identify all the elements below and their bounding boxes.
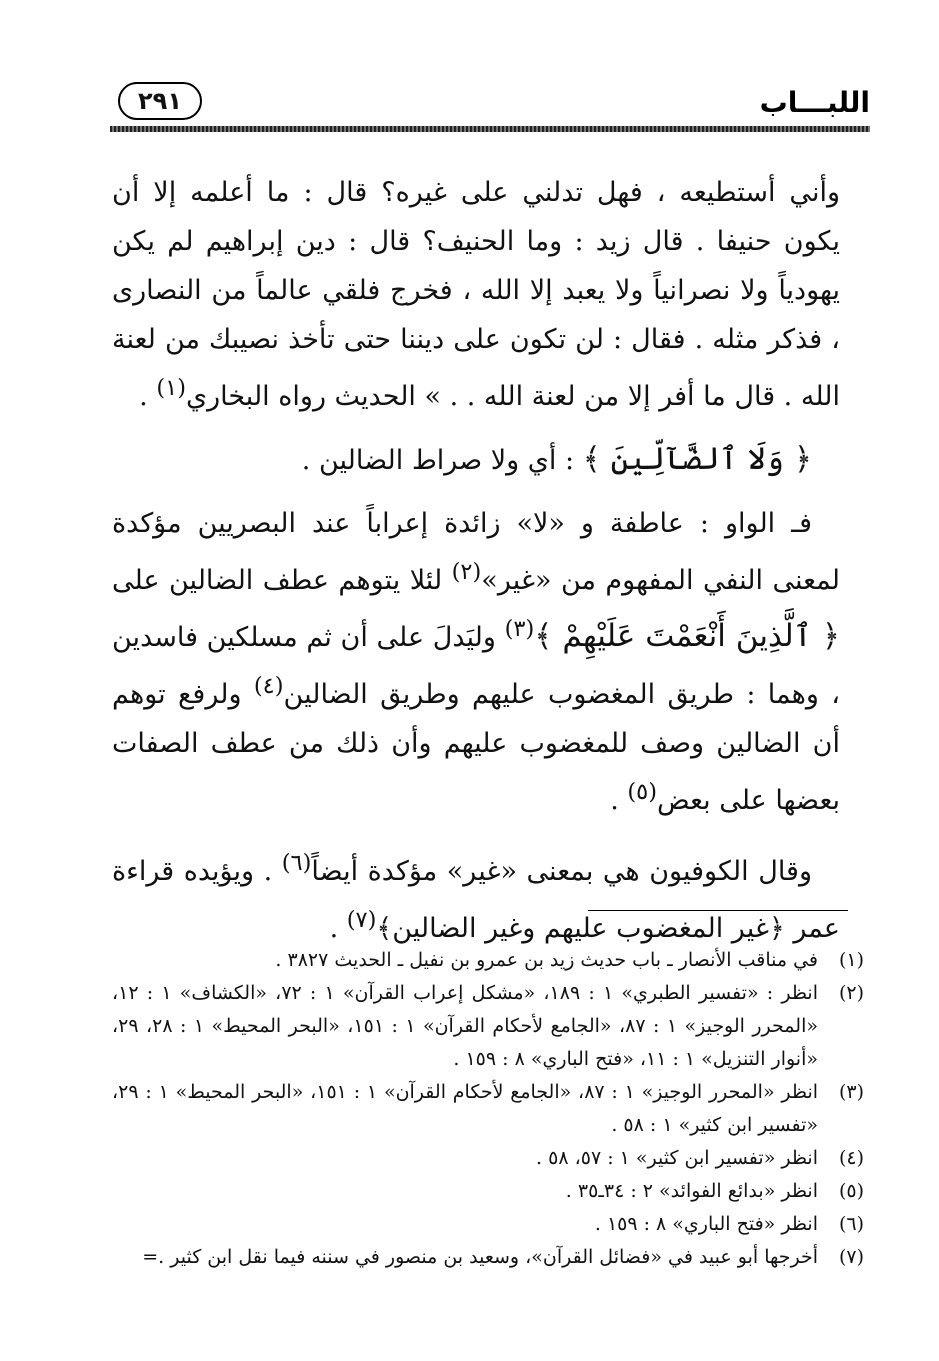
footnote-item <box>112 1241 864 1274</box>
footnote-number: (٧) <box>838 1246 864 1268</box>
main-text <box>112 168 840 967</box>
footnote-text: انظر «المحرر الوجيز» ١ : ٨٧، «الجامع لأحكام القرآن» ١ : ١٥١، «البحر المحيط» ١ : ٢٩، «تفسير ابن كثير» ١ : ٥٨ . <box>112 1081 819 1136</box>
page-header <box>110 76 870 136</box>
footnote-item <box>112 1142 864 1175</box>
quran-verse-alladhina-anamta: ﴿ ٱلَّذِينَ أَنْعَمْتَ عَلَيْهِمْ ﴾ <box>534 618 840 654</box>
paragraph-4 <box>112 839 840 953</box>
paragraph-2 <box>112 435 840 485</box>
footnote-ref-7: (٧) <box>346 907 377 933</box>
paragraph-4-end: . <box>329 913 347 944</box>
paragraph-1 <box>112 168 840 421</box>
footnote-item <box>112 1076 864 1142</box>
paragraph-2-text: : أي ولا صراط الضالين . <box>301 445 583 476</box>
paragraph-3 <box>112 499 840 825</box>
footnote-item <box>112 1175 864 1208</box>
footnote-ref-3: (٣) <box>504 616 535 642</box>
header-divider <box>110 126 870 132</box>
paragraph-1-text: وأني أستطيعه ، فهل تدلني على غيره؟ قال : ما أعلمه إلا أن يكون حنيفا . قال زيد : وما الحنيف؟ قال : دين إبراهيم لم يكن يهودياً ولا نصرانياً ولا يعبد إلا الله ، فخرج فلقي عالماً من النصارى ، فذكر مثله . فقال : لن تكون على ديننا حتى تأخذ نصيبك من لعنة الله . قال ما أفر إلا من لعنة الله . . » الحديث رواه البخاري <box>112 177 840 412</box>
footnote-ref-4: (٤) <box>253 673 284 699</box>
footnote-ref-6: (٦) <box>281 850 312 876</box>
footnote-number: (٥) <box>838 1180 864 1202</box>
footnotes <box>112 944 864 1274</box>
footnote-ref-2: (٢) <box>451 559 482 585</box>
footnote-item <box>112 944 864 977</box>
footnote-text: انظر «تفسير ابن كثير» ١ : ٥٧، ٥٨ . <box>536 1147 818 1169</box>
footnote-item <box>112 977 864 1076</box>
footnote-number: (٤) <box>838 1147 864 1169</box>
paragraph-3-text-d: ولرفع توهم أن الضالين وصف للمغضوب عليهم وأن ذلك من عطف الصفات بعضها على بعض <box>112 679 840 816</box>
paragraph-4-text-a: وقال الكوفيون هي بمعنى «غير» مؤكدة أيضاً <box>311 856 812 887</box>
paragraph-3-text-a: فـ الواو : عاطفة و «لا» زائدة إعراباً عند البصريين مؤكدة لمعنى النفي المفهوم من «غير» <box>112 508 840 596</box>
paragraph-3-text-c: وليَدلَ على أن ثم مسلكين فاسدين ، وهما : طريق المغضوب عليهم وطريق الضالين <box>112 622 840 710</box>
paragraph-1-end: . <box>139 381 157 412</box>
paragraph-3-text-b: لئلا يتوهم عطف الضالين على <box>112 565 452 596</box>
footnote-ref-1: (١) <box>156 375 186 401</box>
footnote-number: (٣) <box>838 1081 864 1103</box>
footnote-divider <box>588 910 848 911</box>
footnote-text: في مناقب الأنصار ـ باب حديث زيد بن عمرو بن نفيل ـ الحديث ٣٨٢٧ . <box>275 949 818 971</box>
paragraph-4-text-b: . ويؤيده قراءة عمر ﴿غير المغضوب عليهم وغير الضالين﴾ <box>112 856 840 944</box>
footnote-number: (٦) <box>838 1213 864 1235</box>
footnote-number: (١) <box>838 949 864 971</box>
book-title: اللبـــاب <box>759 86 870 119</box>
footnote-text: انظر «بدائع الفوائد» ٢ : ٣٤ـ٣٥ . <box>565 1180 818 1202</box>
footnote-item <box>112 1208 864 1241</box>
quran-verse-wala-addallin: ﴿ وَلَا ٱلضَّآلِّينَ ﴾ <box>582 441 812 477</box>
footnote-text: انظر «فتح الباري» ٨ : ١٥٩ . <box>594 1213 818 1235</box>
footnote-text: انظر : «تفسير الطبري» ١ : ١٨٩، «مشكل إعراب القرآن» ١ : ٧٢، «الكشاف» ١ : ١٢، «المحرر الوجيز» ١ : ٨٧، «الجامع لأحكام القرآن» ١ : ١٥١، «البحر المحيط» ١ : ٢٨، ٢٩، «أنوار التنزيل» ١ : ١١، «فتح الباري» ٨ : ١٥٩ . <box>112 982 818 1070</box>
paragraph-3-end: . <box>610 785 628 816</box>
footnote-number: (٢) <box>838 982 864 1004</box>
footnote-text: أخرجها أبو عبيد في «فضائل القرآن»، وسعيد بن منصور في سننه فيما نقل ابن كثير .= <box>142 1246 818 1268</box>
footnote-ref-5: (٥) <box>627 779 658 805</box>
page-number: ٢٩١ <box>118 82 202 120</box>
